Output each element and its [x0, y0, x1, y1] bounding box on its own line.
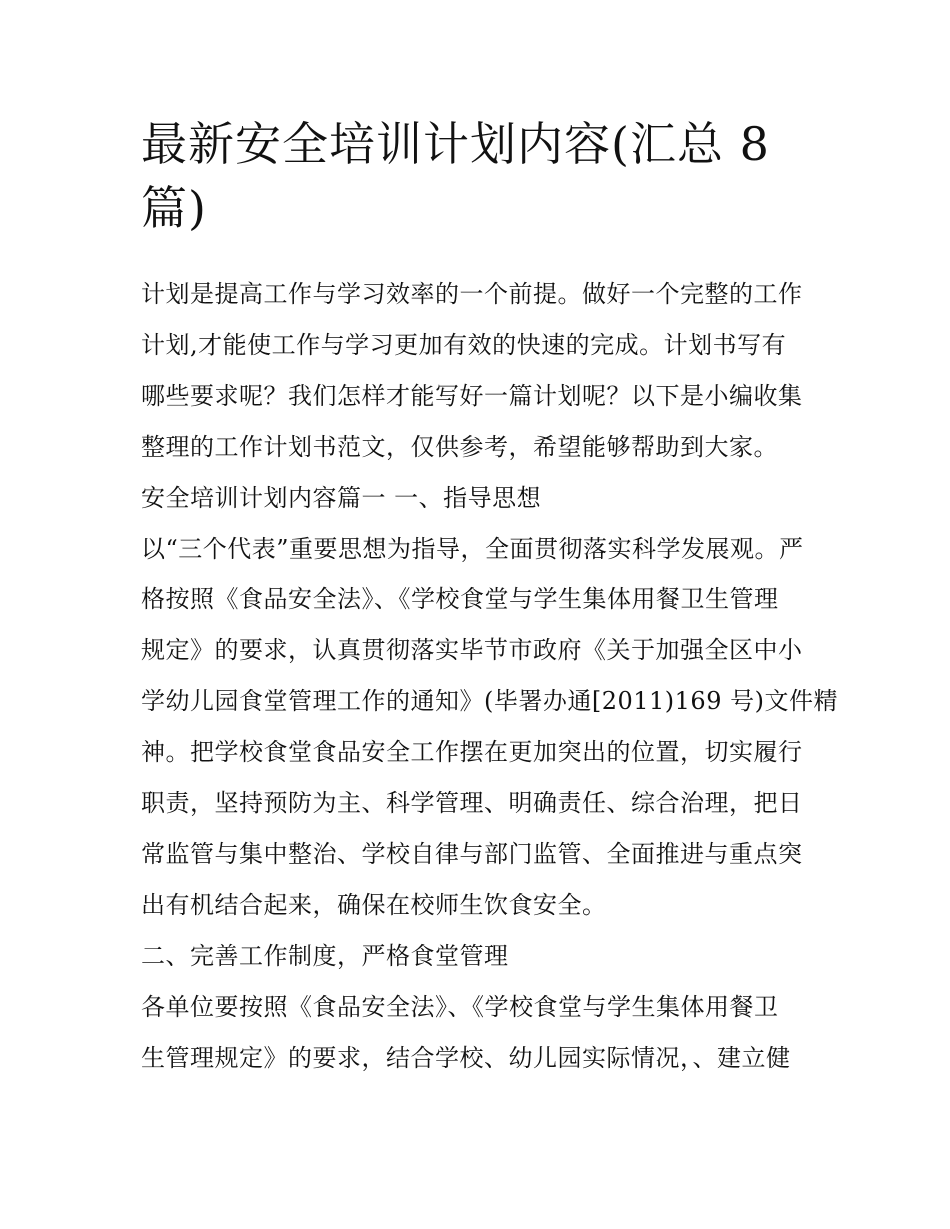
text-line-9: 学幼儿园食堂管理工作的通知》(毕署办通[2011)169 号)文件精 [141, 687, 838, 716]
section-heading-1: 安全培训计划内容篇一 一、指导思想 [141, 483, 542, 512]
text-line-2: 计划,才能使工作与学习更加有效的快速的完成。计划书写有 [141, 330, 787, 359]
title-line-1: 最新安全培训计划内容(汇总 8 [141, 117, 770, 171]
text-line-12: 常监管与集中整治、学校自律与部门监管、全面推进与重点突 [141, 839, 803, 868]
text-line-15: 各单位要按照《食品安全法》、《学校食堂与学生集体用餐卫 [141, 992, 779, 1021]
title-line-2: 篇) [141, 181, 207, 235]
text-line-13: 出有机结合起来，确保在校师生饮食安全。 [141, 890, 607, 919]
body-text [141, 269, 838, 1084]
text-line-11: 职责，坚持预防为主、科学管理、明确责任、综合治理，把日 [141, 789, 803, 818]
text-line-8: 规定》的要求，认真贯彻落实毕节市政府《关于加强全区中小 [141, 636, 803, 665]
document-page [141, 112, 838, 1084]
text-line-4: 整理的工作计划书范文，仅供参考，希望能够帮助到大家。 [141, 432, 778, 461]
text-line-16: 生管理规定》的要求，结合学校、幼儿园实际情况，、建立健 [141, 1043, 791, 1072]
text-line-10: 神。把学校食堂食品安全工作摆在更加突出的位置，切实履行 [141, 738, 803, 767]
text-line-3: 哪些要求呢？我们怎样才能写好一篇计划呢？以下是小编收集 [141, 381, 803, 410]
text-line-6: 以“三个代表”重要思想为指导，全面贯彻落实科学发展观。严 [141, 534, 804, 563]
text-line-1: 计划是提高工作与学习效率的一个前提。做好一个完整的工作 [141, 280, 803, 308]
section-heading-2: 二、完善工作制度，严格食堂管理 [141, 941, 509, 970]
document-title [141, 112, 821, 240]
text-line-7: 格按照《食品安全法》、《学校食堂与学生集体用餐卫生管理 [141, 585, 779, 614]
